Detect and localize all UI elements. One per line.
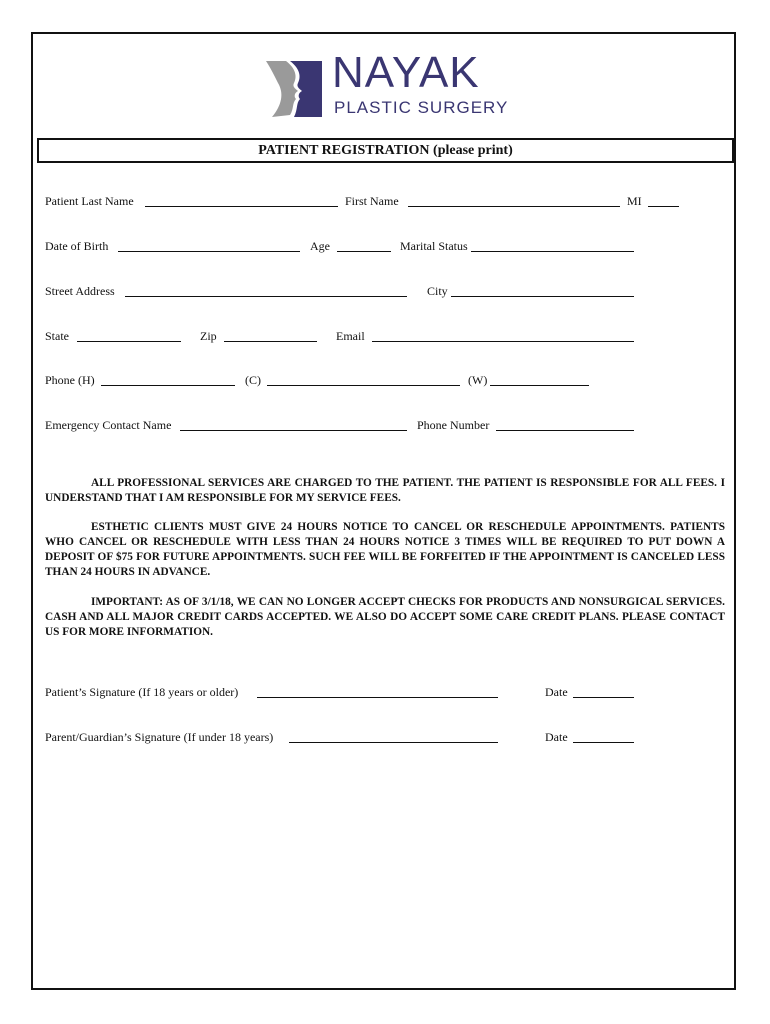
logo-subtitle: PLASTIC SURGERY — [334, 98, 509, 117]
phone-home-label: Phone (H) — [45, 373, 95, 387]
face-profile-icon — [264, 57, 328, 121]
payment-paragraph — [45, 595, 725, 640]
patient-signature-field[interactable] — [257, 697, 498, 698]
phone-home-field[interactable] — [101, 385, 235, 386]
mi-field[interactable] — [648, 206, 679, 207]
marital-status-label: Marital Status — [400, 239, 468, 253]
emergency-contact-field[interactable] — [180, 430, 407, 431]
last-name-field[interactable] — [145, 206, 338, 207]
email-label: Email — [336, 329, 365, 343]
marital-status-field[interactable] — [471, 251, 634, 252]
street-address-field[interactable] — [125, 296, 407, 297]
cancellation-paragraph — [45, 520, 725, 580]
logo-wordmark: NAYAK — [332, 48, 480, 97]
fees-paragraph — [45, 476, 725, 506]
zip-field[interactable] — [224, 341, 317, 342]
emergency-phone-field[interactable] — [496, 430, 634, 431]
phone-cell-field[interactable] — [267, 385, 460, 386]
first-name-field[interactable] — [408, 206, 620, 207]
dob-field[interactable] — [118, 251, 300, 252]
fees-text: ALL PROFESSIONAL SERVICES ARE CHARGED TO THE PATIENT. THE PATIENT IS RESPONSIBLE FOR ALL FEES. I UNDERSTAND THAT I AM RESPONSIBLE FOR MY SERVICE FEES. — [45, 477, 725, 504]
patient-date-field[interactable] — [573, 697, 634, 698]
age-label: Age — [310, 239, 330, 253]
city-field[interactable] — [451, 296, 634, 297]
guardian-signature-label: Parent/Guardian’s Signature (If under 18 years) — [45, 730, 274, 744]
zip-label: Zip — [200, 329, 217, 343]
age-field[interactable] — [337, 251, 391, 252]
mi-label: MI — [627, 194, 642, 208]
city-label: City — [427, 284, 448, 298]
phone-work-field[interactable] — [490, 385, 589, 386]
guardian-date-label: Date — [545, 730, 568, 744]
emergency-contact-label: Emergency Contact Name — [45, 418, 172, 432]
street-address-label: Street Address — [45, 284, 115, 298]
state-field[interactable] — [77, 341, 181, 342]
last-name-label: Patient Last Name — [45, 194, 134, 208]
form-title: PATIENT REGISTRATION (please print) — [37, 138, 734, 163]
phone-cell-label: (C) — [245, 373, 261, 387]
nayak-logo — [264, 48, 514, 123]
cancellation-text: ESTHETIC CLIENTS MUST GIVE 24 HOURS NOTICE TO CANCEL OR RESCHEDULE APPOINTMENTS. PATIENTS WHO CANCEL OR RESCHEDULE WITH LESS THAN 24 HOURS NOTICE 3 TIMES WILL BE REQUIRED TO PUT DOWN A DEPOSIT OF $75 FOR FUTURE APPOINTMENTS. SUCH FEE WILL BE FORFEITED IF THE APPOINTMENT IS CANCELED LESS THAN 24 HOURS IN ADVANCE. — [45, 521, 725, 578]
phone-work-label: (W) — [468, 373, 488, 387]
guardian-signature-field[interactable] — [289, 742, 498, 743]
first-name-label: First Name — [345, 194, 399, 208]
emergency-phone-label: Phone Number — [417, 418, 490, 432]
form-border — [31, 32, 736, 990]
guardian-date-field[interactable] — [573, 742, 634, 743]
patient-date-label: Date — [545, 685, 568, 699]
patient-signature-label: Patient’s Signature (If 18 years or older) — [45, 685, 239, 699]
state-label: State — [45, 329, 69, 343]
email-field[interactable] — [372, 341, 634, 342]
dob-label: Date of Birth — [45, 239, 109, 253]
payment-text: IMPORTANT: AS OF 3/1/18, WE CAN NO LONGER ACCEPT CHECKS FOR PRODUCTS AND NONSURGICAL SERVICES. CASH AND ALL MAJOR CREDIT CARDS ACCEPTED. WE ALSO DO ACCEPT SOME CARE CREDIT PLANS. PLEASE CONTACT US FOR MORE INFORMATION. — [45, 596, 725, 638]
